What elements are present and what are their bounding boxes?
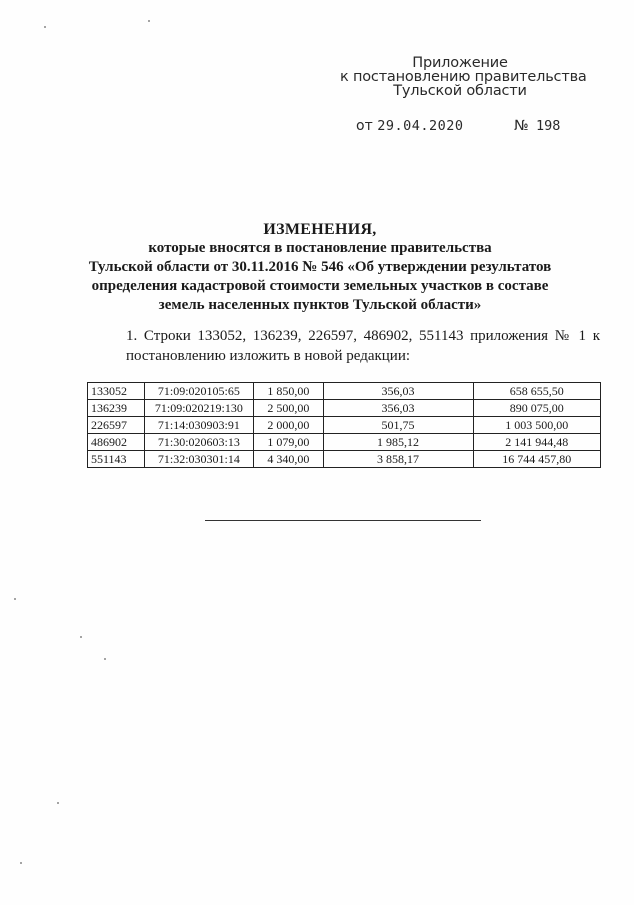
table-cell: 2 000,00: [254, 417, 323, 434]
scan-speck: [148, 20, 150, 22]
body-paragraph: [88, 326, 600, 366]
date-number-line: [356, 118, 561, 134]
table-cell: 226597: [88, 417, 145, 434]
table-cell: 71:14:030903:91: [144, 417, 254, 434]
table-cell: 71:09:020219:130: [144, 400, 254, 417]
table-cell: 356,03: [323, 400, 473, 417]
number-value: 198: [536, 118, 561, 134]
annex-line: к постановлению правительства: [340, 69, 587, 85]
table-cell: 2 500,00: [254, 400, 323, 417]
scan-speck: [104, 658, 106, 660]
table-cell: 136239: [88, 400, 145, 417]
date-prefix: от: [356, 118, 373, 134]
table-cell: 71:30:020603:13: [144, 434, 254, 451]
table-row: [88, 383, 601, 400]
scan-speck: [57, 802, 59, 804]
number-prefix: №: [514, 118, 529, 134]
table-cell: 658 655,50: [473, 383, 600, 400]
table-cell: 1 003 500,00: [473, 417, 600, 434]
table-cell: 71:32:030301:14: [144, 451, 254, 468]
table-cell: 501,75: [323, 417, 473, 434]
table-row: [88, 417, 601, 434]
table-cell: 890 075,00: [473, 400, 600, 417]
title-line: которые вносятся в постановление правительства: [148, 240, 492, 256]
scan-speck: [80, 636, 82, 638]
table-cell: 1 985,12: [323, 434, 473, 451]
title-heading: ИЗМЕНЕНИЯ,: [263, 221, 377, 238]
table-cell: 3 858,17: [323, 451, 473, 468]
annex-line: Приложение: [412, 55, 508, 71]
table-cell: 2 141 944,48: [473, 434, 600, 451]
table-cell: 1 850,00: [254, 383, 323, 400]
table-row: [88, 451, 601, 468]
table-cell: 486902: [88, 434, 145, 451]
scan-speck: [14, 598, 16, 600]
table-cell: 1 079,00: [254, 434, 323, 451]
table-cell: 71:09:020105:65: [144, 383, 254, 400]
table-row: [88, 434, 601, 451]
date-value: 29.04.2020: [377, 118, 464, 134]
end-divider: [205, 520, 481, 521]
table-row: [88, 400, 601, 417]
title-line: Тульской области от 30.11.2016 № 546 «Об утверждении результатов: [88, 259, 552, 275]
table-cell: 4 340,00: [254, 451, 323, 468]
scan-speck: [20, 862, 22, 864]
title-line: определения кадастровой стоимости земельных участков в составе: [91, 278, 549, 294]
cadastral-table: [87, 382, 601, 468]
table-cell: 551143: [88, 451, 145, 468]
document-title: [60, 220, 580, 315]
scan-speck: [44, 26, 46, 28]
paragraph-text: 1. Строки 133052, 136239, 226597, 486902, 551143 приложения № 1 к постановлению изложить в новой редакции:: [126, 328, 600, 364]
annex-header: [340, 55, 587, 99]
annex-line: Тульской области: [393, 83, 527, 99]
table-cell: 16 744 457,80: [473, 451, 600, 468]
table-cell: 356,03: [323, 383, 473, 400]
title-line: земель населенных пунктов Тульской области»: [158, 297, 482, 313]
table-cell: 133052: [88, 383, 145, 400]
